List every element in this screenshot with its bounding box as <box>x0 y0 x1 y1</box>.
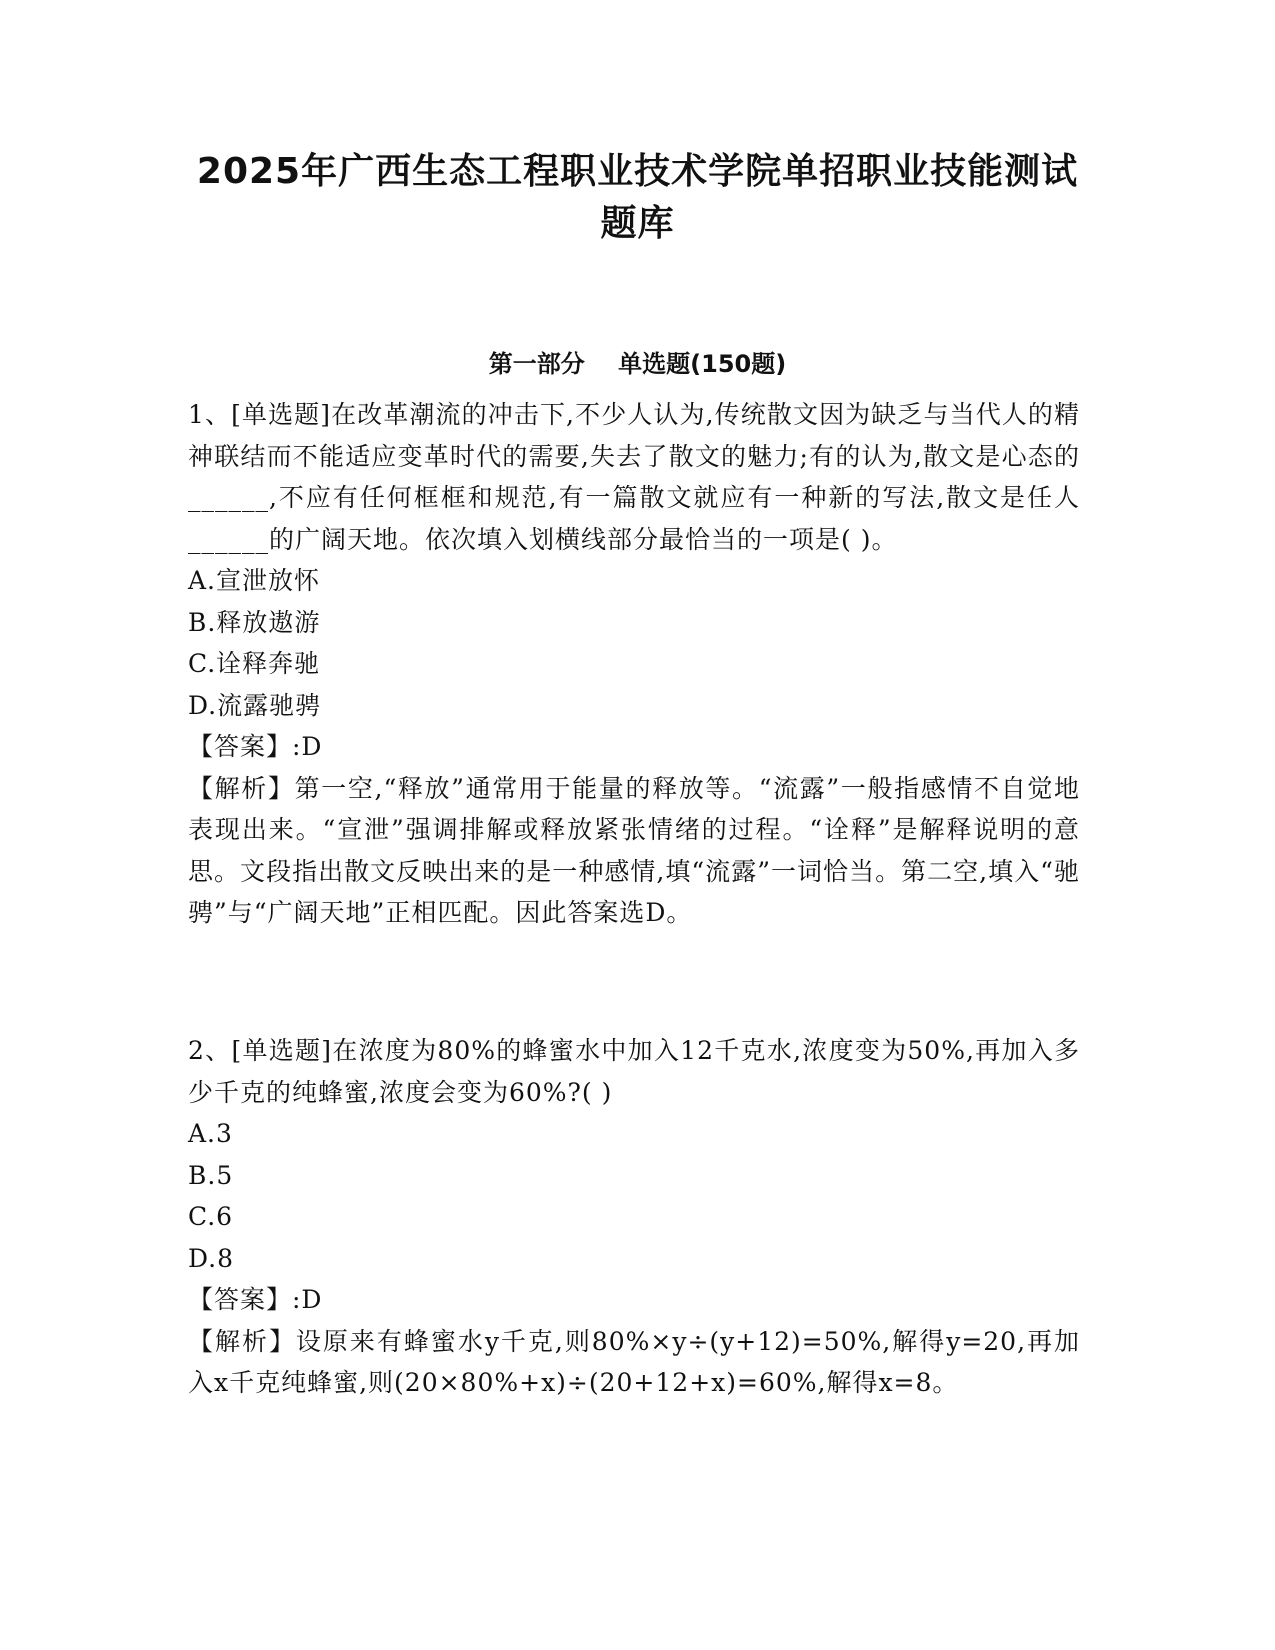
answer-line: 【答案】:D <box>188 1285 323 1314</box>
option-b: B.5 <box>188 1160 234 1190</box>
option-a: A.3 <box>188 1119 233 1148</box>
option-d: D.8 <box>188 1243 235 1273</box>
question-block-2 <box>188 1030 1080 1404</box>
analysis-paragraph: 【解析】第一空,“释放”通常用于能量的释放等。“流露”一般指感情不自觉地表现出来。“宣泄”强调排解或释放紧张情绪的过程。“诠释”是解释说明的意思。文段指出散文反映出来的是一种感情,填“流露”一词恰当。第二空,填入“驰骋”与“广阔天地”正相匹配。因此答案选D。 <box>188 773 1080 927</box>
question-block-1 <box>188 394 1080 934</box>
option-b: B.释放遨游 <box>188 607 321 637</box>
document-title: 2025年广西生态工程职业技术学院单招职业技能测试题库 <box>196 151 1079 244</box>
option-d: D.流露驰骋 <box>188 690 322 720</box>
section-title: 第一部分 单选题(150题) <box>488 350 787 378</box>
option-a: A.宣泄放怀 <box>188 566 321 595</box>
question-stem: 2、[单选题]在浓度为80%的蜂蜜水中加入12千克水,浓度变为50%,再加入多少千克的纯蜂蜜,浓度会变为60%?( ) <box>188 1036 1080 1107</box>
option-c: C.6 <box>188 1202 234 1231</box>
answer-line: 【答案】:D <box>188 732 323 761</box>
option-c: C.诠释奔驰 <box>188 649 321 678</box>
question-stem: 1、[单选题]在改革潮流的冲击下,不少人认为,传统散文因为缺乏与当代人的精神联结而不能适应变革时代的需要,失去了散文的魅力;有的认为,散文是心态的______,不应有任何框框和规范,有一篇散文就应有一种新的写法,散文是任人______的广阔天地。依次填入划横线部分最恰当的一项是( )。 <box>188 400 1080 554</box>
analysis-paragraph: 【解析】设原来有蜂蜜水y千克,则80%×y÷(y+12)=50%,解得y=20,再加入x千克纯蜂蜜,则(20×80%+x)÷(20+12+x)=60%,解得x=8。 <box>188 1326 1080 1397</box>
